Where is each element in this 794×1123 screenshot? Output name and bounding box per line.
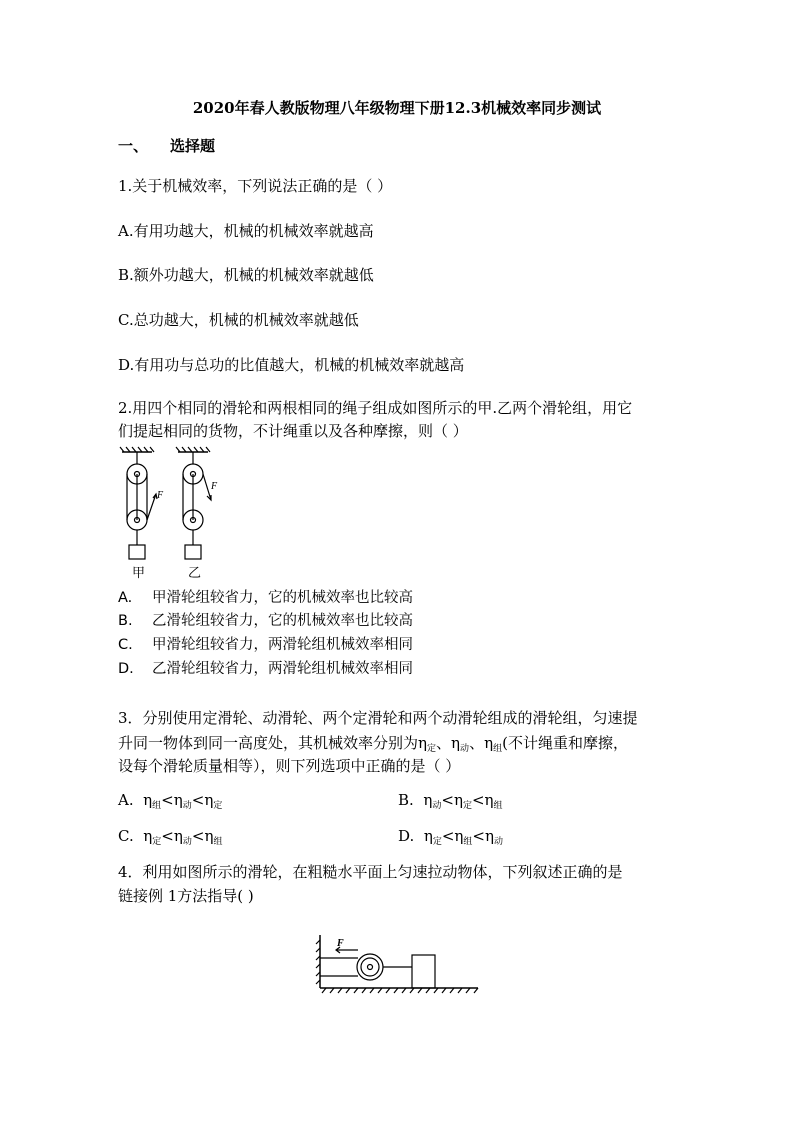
question-1-stem: 1.关于机械效率，下列说法正确的是（ ）	[118, 177, 393, 195]
page-title: 2020年春人教版物理八年级物理下册12.3机械效率同步测试	[192, 99, 602, 117]
question-2-stem-line1: 2.用四个相同的滑轮和两根相同的绳子组成如图所示的甲.乙两个滑轮组，用它	[118, 399, 633, 417]
force-label-b: F	[211, 481, 218, 492]
question-1-option-d: D.有用功与总功的比值越大，机械的机械效率就越高	[118, 356, 465, 374]
figure-label-jia: 甲	[132, 566, 146, 581]
question-3-option-b: B. $\eta_动<\eta_定<\eta_组$	[398, 791, 503, 811]
figure-label-yi: 乙	[188, 566, 202, 581]
question-4-line1: 4．利用如图所示的滑轮，在粗糙水平面上匀速拉动物体，下列叙述正确的是	[118, 863, 623, 881]
question-4-line2: 链接例 1方法指导( )	[118, 887, 254, 905]
section-label: 选择题	[170, 137, 216, 155]
force-label-f: F	[337, 938, 344, 949]
question-3-line2: 升同一物体到同一高度处，其机械效率分别为$\eta_定$、$\eta_动$、$\eta_组$(不计绳重和摩擦，	[118, 734, 628, 754]
question-3-option-c: C. $\eta_定<\eta_动<\eta_组$	[118, 827, 223, 847]
question-2-option-c: C. 甲滑轮组较省力，两滑轮组机械效率相同	[118, 637, 413, 653]
question-1-option-b: B.额外功越大，机械的机械效率就越低	[118, 266, 374, 284]
question-1-option-a: A.有用功越大，机械的机械效率就越高	[118, 222, 374, 240]
force-label-a: F	[157, 490, 164, 501]
question-3-option-d: D. $\eta_定<\eta_组<\eta_动$	[398, 827, 504, 847]
question-2-option-a: A. 甲滑轮组较省力，它的机械效率也比较高	[118, 590, 413, 606]
question-3-line3: 设每个滑轮质量相等），则下列选项中正确的是（ ）	[118, 757, 461, 775]
question-1-option-c: C.总功越大，机械的机械效率就越低	[118, 311, 359, 329]
block-object	[412, 955, 435, 988]
question-2-option-b: B. 乙滑轮组较省力，它的机械效率也比较高	[118, 613, 413, 629]
question-2-stem-line2: 们提起相同的货物，不计绳重以及各种摩擦，则（ ）	[118, 422, 468, 440]
pulley-axle	[368, 965, 373, 970]
pulley-rim	[361, 958, 379, 976]
question-3-option-a: A. $\eta_组<\eta_动<\eta_定$	[118, 791, 223, 811]
question-3-line1: 3．分别使用定滑轮、动滑轮、两个定滑轮和两个动滑轮组成的滑轮组，匀速提	[118, 709, 638, 727]
section-number: 一、	[118, 137, 149, 155]
question-2-option-d: D. 乙滑轮组较省力，两滑轮组机械效率相同	[118, 661, 413, 677]
